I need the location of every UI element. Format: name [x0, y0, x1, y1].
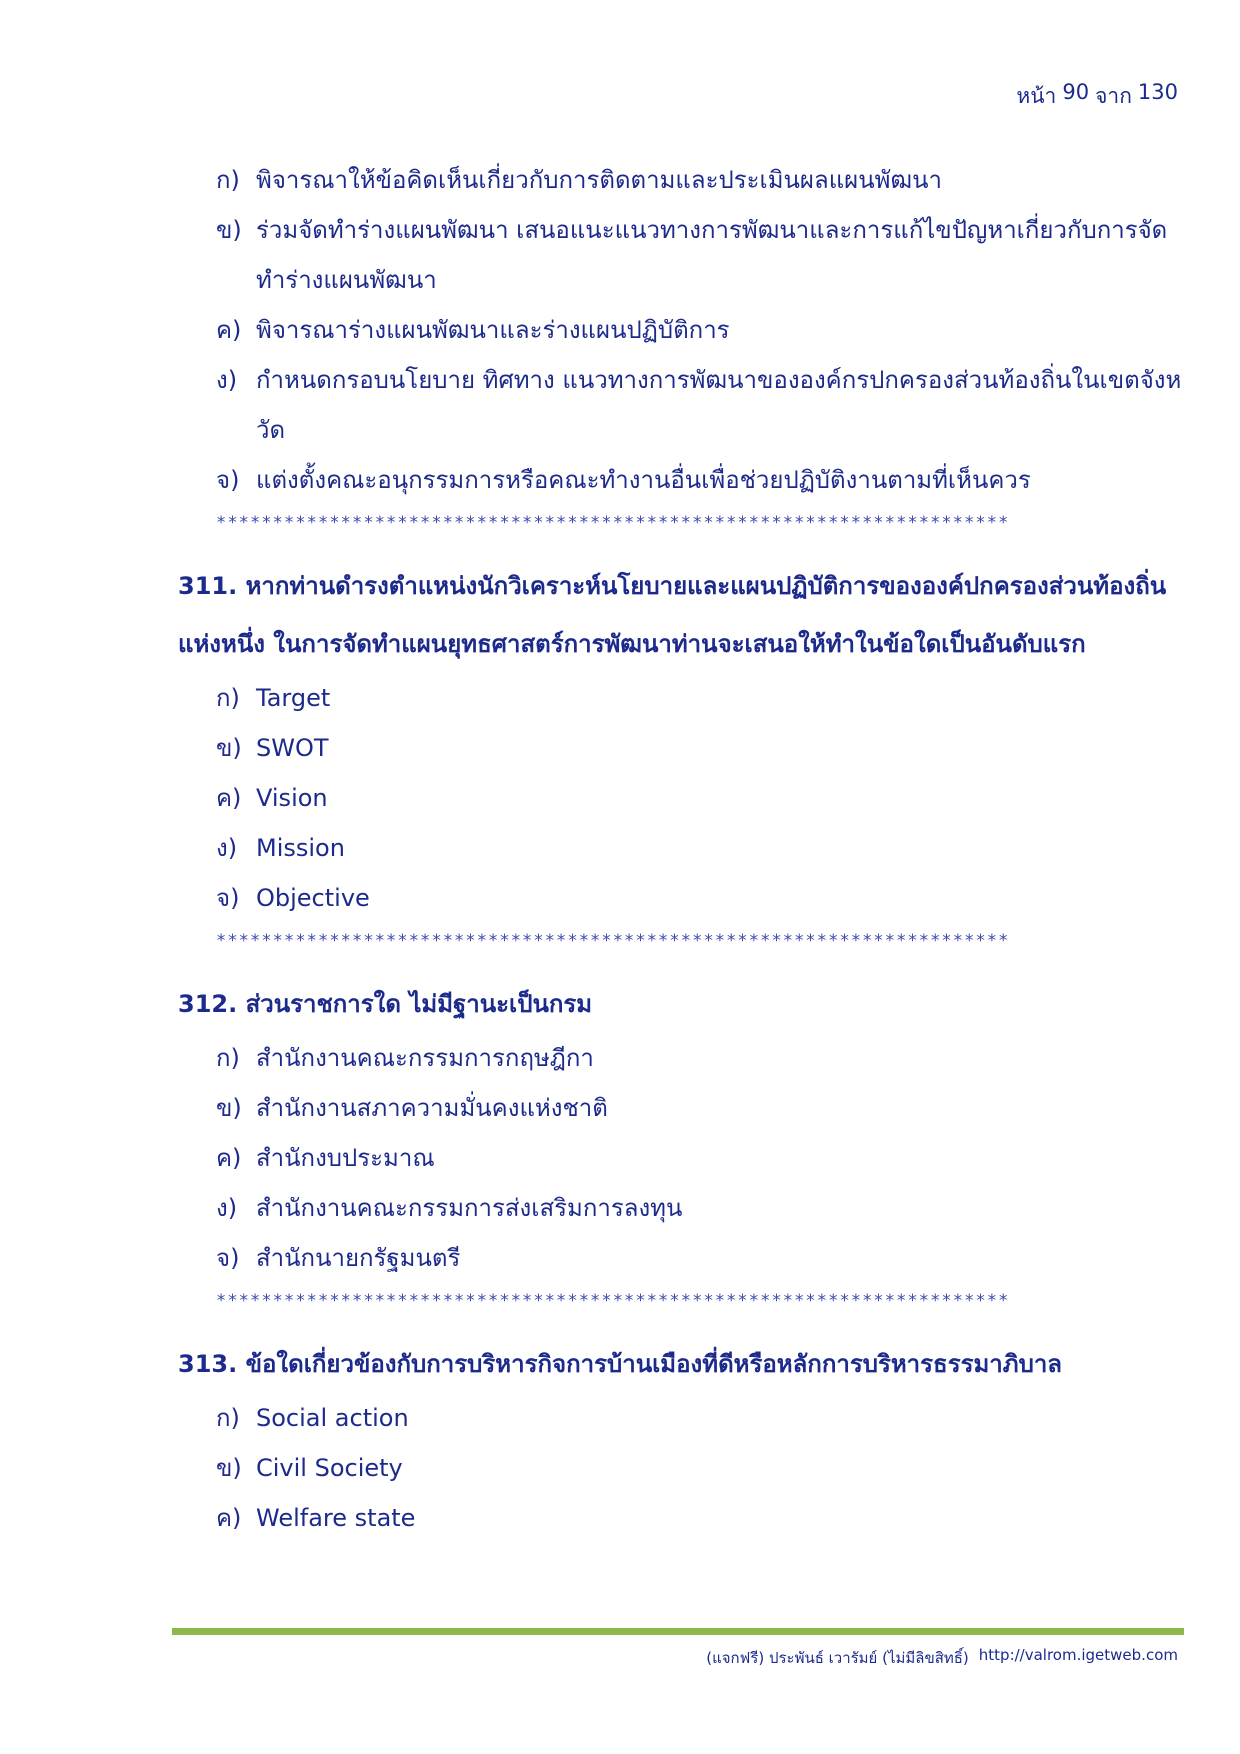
option-text: Mission	[256, 834, 345, 862]
option-text: Civil Society	[256, 1454, 403, 1482]
option-marker: ก)	[216, 1404, 240, 1432]
separator: **********************************************************************	[216, 513, 1010, 533]
option-text: แต่งตั้งคณะอนุกรรมการหรือคณะทำงานอื่นเพื่อช่วยปฏิบัติงานตามที่เห็นควร	[256, 466, 1031, 494]
option	[178, 873, 1183, 923]
option	[178, 305, 1183, 355]
option	[178, 723, 1183, 773]
question-312	[178, 975, 1183, 1283]
page-content	[178, 155, 1183, 1543]
option-text: SWOT	[256, 734, 329, 762]
option	[178, 1183, 1183, 1233]
option-marker: ง)	[216, 1194, 238, 1222]
previous-question-options	[178, 155, 1183, 505]
option-marker: จ)	[216, 1244, 240, 1272]
question-313	[178, 1335, 1183, 1543]
option	[178, 773, 1183, 823]
option-marker: ค)	[216, 316, 242, 344]
option-text: พิจารณาให้ข้อคิดเห็นเกี่ยวกับการติดตามและประเมินผลแผนพัฒนา	[256, 166, 943, 194]
option-marker: ก)	[216, 684, 240, 712]
footer-credit: (แจกฟรี) ประพันธ์ เวารัมย์ (ไม่มีลิขสิทธิ์)	[706, 1649, 969, 1667]
page-header	[1016, 80, 1178, 113]
footer-rule	[172, 1628, 1184, 1635]
option	[178, 673, 1183, 723]
footer	[706, 1646, 1178, 1670]
separator: **********************************************************************	[216, 931, 1010, 951]
question-text: 313. ข้อใดเกี่ยวข้องกับการบริหารกิจการบ้านเมืองที่ดีหรือหลักการบริหารธรรมาภิบาล	[178, 1350, 1063, 1378]
option-marker: ก)	[216, 166, 240, 194]
option-text: พิจารณาร่างแผนพัฒนาและร่างแผนปฏิบัติการ	[256, 316, 730, 344]
option	[178, 155, 1183, 205]
option-text: สำนักงานสภาความมั่นคงแห่งชาติ	[256, 1094, 608, 1122]
option-marker: ข)	[216, 1454, 242, 1482]
option-text: Objective	[256, 884, 370, 912]
option-text: Target	[256, 684, 331, 712]
of-label: จาก	[1095, 84, 1132, 108]
question-text: 311. หากท่านดำรงตำแหน่งนักวิเคราะห์นโยบายและแผนปฏิบัติการขององค์ปกครองส่วนท้องถิ่นแห่งหนึ่ง ในการจัดทำแผนยุทธศาสตร์การพัฒนาท่านจะเสนอให้ทำในข้อใดเป็นอันดับแรก	[178, 572, 1167, 658]
option	[178, 1393, 1183, 1443]
option-text: Social action	[256, 1404, 409, 1432]
option-marker: ค)	[216, 1504, 242, 1532]
option-marker: จ)	[216, 884, 240, 912]
option	[178, 1133, 1183, 1183]
option-marker: ข)	[216, 734, 242, 762]
option	[178, 1033, 1183, 1083]
option	[178, 1083, 1183, 1133]
question-text: 312. ส่วนราชการใด ไม่มีฐานะเป็นกรม	[178, 990, 593, 1018]
option-text: ร่วมจัดทำร่างแผนพัฒนา เสนอแนะแนวทางการพัฒนาและการแก้ไขปัญหาเกี่ยวกับการจัดทำร่างแผนพัฒนา	[256, 216, 1168, 294]
option-marker: จ)	[216, 466, 240, 494]
option-marker: ค)	[216, 784, 242, 812]
option	[178, 823, 1183, 873]
option-text: สำนักงานคณะกรรมการส่งเสริมการลงทุน	[256, 1194, 683, 1222]
option-text: สำนักงานคณะกรรมการกฤษฎีกา	[256, 1044, 594, 1072]
total-pages: 130	[1137, 80, 1178, 104]
option-marker: ข)	[216, 1094, 242, 1122]
separator: **********************************************************************	[216, 1291, 1010, 1311]
option-marker: ก)	[216, 1044, 240, 1072]
option	[178, 205, 1183, 305]
option-marker: ค)	[216, 1144, 242, 1172]
option	[178, 355, 1183, 455]
option-text: สำนักนายกรัฐมนตรี	[256, 1244, 461, 1272]
option-text: Welfare state	[256, 1504, 416, 1532]
option	[178, 455, 1183, 505]
option-text: สำนักงบประมาณ	[256, 1144, 435, 1172]
question-311	[178, 557, 1183, 923]
option-marker: ข)	[216, 216, 242, 244]
footer-url[interactable]: http://valrom.igetweb.com	[978, 1646, 1178, 1664]
option-text: Vision	[256, 784, 328, 812]
option	[178, 1233, 1183, 1283]
option	[178, 1493, 1183, 1543]
option-marker: ง)	[216, 834, 238, 862]
option-marker: ง)	[216, 366, 238, 394]
page-label: หน้า	[1016, 84, 1057, 108]
option	[178, 1443, 1183, 1493]
page-number: 90	[1062, 80, 1090, 104]
option-text: กำหนดกรอบนโยบาย ทิศทาง แนวทางการพัฒนาขององค์กรปกครองส่วนท้องถิ่นในเขตจังหวัด	[256, 366, 1182, 444]
